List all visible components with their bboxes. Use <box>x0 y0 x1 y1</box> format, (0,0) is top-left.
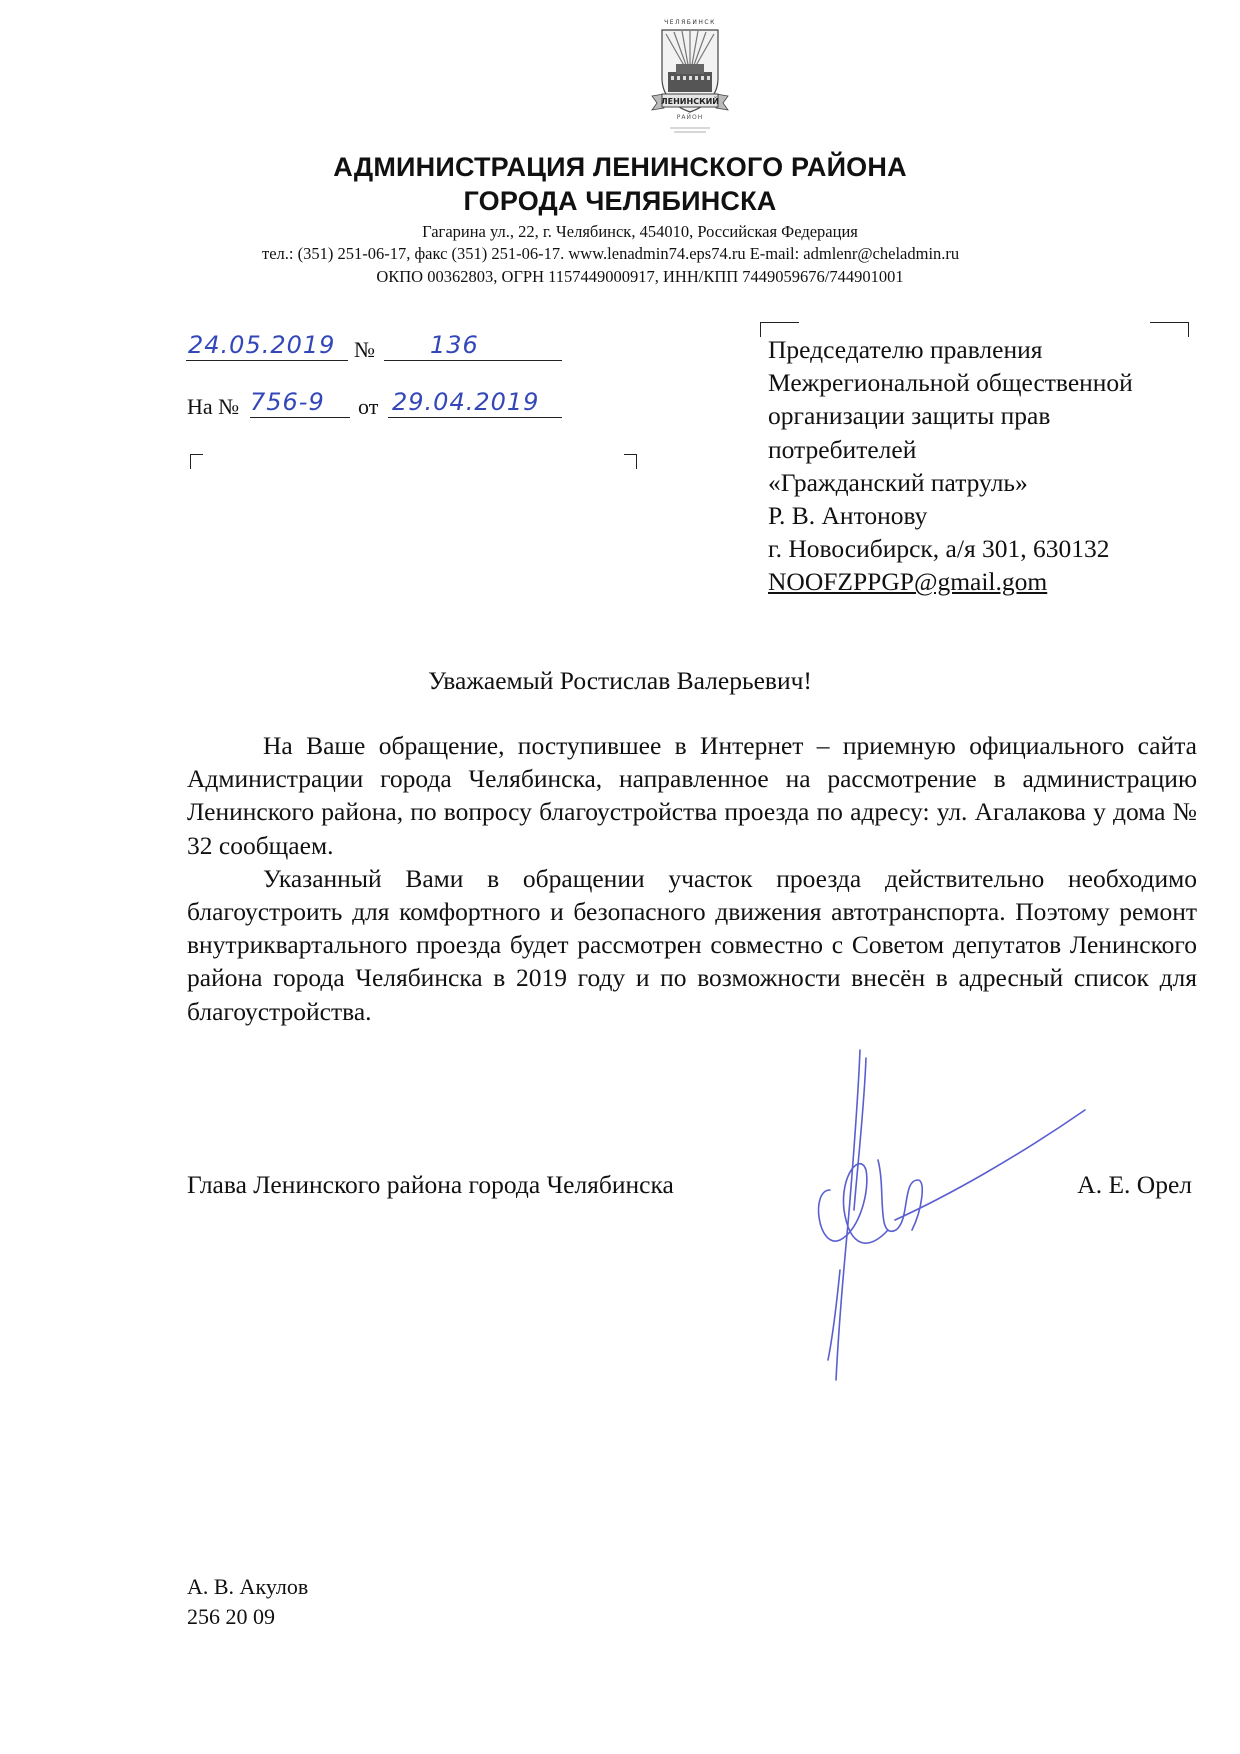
recipient-line: г. Новосибирск, а/я 301, 630132 <box>768 534 1110 564</box>
outgoing-number-label: № <box>354 337 375 362</box>
org-address: Гагарина ул., 22, г. Челябинск, 454010, Российская Федерация <box>422 222 858 241</box>
reply-from-label: от <box>358 394 379 419</box>
executor-name: А. В. Акулов <box>187 1574 309 1599</box>
outgoing-date-underline <box>186 360 348 361</box>
signatory-title: Глава Ленинского района города Челябинска <box>187 1170 674 1199</box>
outgoing-date: 24.05.2019 <box>188 331 336 359</box>
reply-number-label: На № <box>187 394 240 419</box>
body-paragraph: На Ваше обращение, поступившее в Интернет – приемную официального сайта Администрации города Челябинска, направленное на рассмотрение в администрацию Ленинского района, по вопросу благоустройства проезда по адресу: ул. Агалакова у дома № 32 сообщаем. <box>187 731 1197 860</box>
recipient-line: Председателю правления <box>768 335 1043 364</box>
reply-date: 29.04.2019 <box>392 388 540 416</box>
subject-bracket-right <box>624 454 637 469</box>
recipient-line: организации защиты прав <box>768 401 1051 431</box>
reply-date-underline <box>388 417 562 418</box>
outgoing-number-underline <box>384 360 562 361</box>
svg-text:ЧЕЛЯБИНСК: ЧЕЛЯБИНСК <box>664 19 716 26</box>
body-paragraph: Указанный Вами в обращении участок проезда действительно необходимо благоустроить для комфортного и безопасного движения автотранспорта. Поэтому ремонт внутриквартального проезда будет рассмотрен совместно с Советом депутатов Ленинского района города Челябинска в 2019 году и по возможности внесён в адресный список для благоустройства. <box>187 863 1197 1026</box>
org-registration-ids: ОКПО 00362803, ОГРН 1157449000917, ИНН/КПП 7449059676/744901001 <box>376 267 904 286</box>
district-emblem <box>640 16 740 138</box>
recipient-line: потребителей <box>768 434 917 464</box>
svg-text:ЛЕНИНСКИЙ: ЛЕНИНСКИЙ <box>661 97 719 106</box>
svg-text:РАЙОН: РАЙОН <box>676 114 704 121</box>
recipient-email: NOOFZPPGP@gmail.gom <box>768 567 1048 597</box>
subject-bracket-left <box>190 454 203 469</box>
executor-phone: 256 20 09 <box>187 1604 275 1629</box>
org-title-line2: ГОРОДА ЧЕЛЯБИНСКА <box>463 186 777 216</box>
org-contacts: тел.: (351) 251-06-17, факс (351) 251-06-17. www.lenadmin74.eps74.ru E-mail: admlenr@cheladmin.ru <box>262 244 960 263</box>
org-title-line1: АДМИНИСТРАЦИЯ ЛЕНИНСКОГО РАЙОНА <box>333 152 907 182</box>
handwritten-signature <box>800 1040 1100 1400</box>
reply-number: 756-9 <box>250 388 325 416</box>
executor-block <box>187 1572 308 1632</box>
recipient-line: Межрегиональной общественной <box>768 368 1133 398</box>
signatory-name: А. Е. Орел <box>1077 1170 1192 1199</box>
recipient-line: Р. В. Антонову <box>768 501 928 531</box>
outgoing-number: 136 <box>430 331 479 359</box>
salutation: Уважаемый Ростислав Валерьевич! <box>428 666 812 695</box>
reply-number-underline <box>250 417 350 418</box>
letter-body <box>187 729 1197 1028</box>
recipient-block <box>768 333 1133 599</box>
recipient-bracket-right <box>1150 322 1189 337</box>
recipient-line: «Гражданский патруль» <box>768 467 1028 497</box>
